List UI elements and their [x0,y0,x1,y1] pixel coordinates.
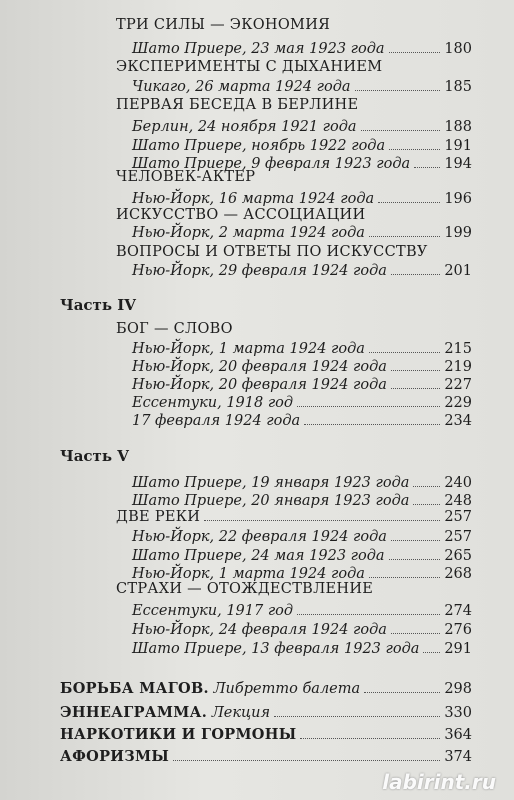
leader-dots [413,486,440,487]
entry-text: Шато Приере, 24 мая 1923 года [132,548,385,564]
page-number: 180 [444,41,472,57]
leader-dots [391,388,440,389]
toc-entry [132,412,472,430]
section-heading: БОГ — СЛОВО [116,321,233,337]
toc-entry [132,376,472,394]
toc-main-entry [60,704,472,722]
page-number: 330 [444,705,472,721]
toc-entry [132,474,472,492]
part-heading: Часть V [60,447,129,465]
main-entry-title: АФОРИЗМЫ [60,748,170,765]
watermark-logo: labirint.ru [382,770,496,794]
page-number: 265 [444,548,472,564]
page-number: 276 [444,622,472,638]
toc-entry [132,394,472,412]
page-number: 188 [444,119,472,135]
page-number: 257 [444,509,472,525]
entry-text: Нью-Йорк, 1 марта 1924 года [132,341,365,357]
main-entry-subtitle: Либретто балета [213,681,361,697]
section-heading: ЧЕЛОВЕК-АКТЕР [116,169,256,185]
page-number: 374 [444,749,472,765]
entry-text: Шато Приере, 23 мая 1923 года [132,41,385,57]
leader-dots [389,52,441,53]
entry-text: Ессентуки, 1918 год [132,395,294,411]
entry-text: Нью-Йорк, 20 февраля 1924 года [132,377,387,393]
page-number: 191 [444,138,472,154]
page-number: 234 [444,413,472,429]
entry-text: Нью-Йорк, 2 марта 1924 года [132,225,365,241]
toc-entry [132,78,472,96]
entry-text: Берлин, 24 ноября 1921 года [132,119,357,135]
entry-text: Нью-Йорк, 20 февраля 1924 года [132,359,387,375]
toc-entry [132,224,472,242]
entry-text: Шато Приере, 20 января 1923 года [132,493,410,509]
leader-dots [414,167,440,168]
toc-main-entry [60,680,472,698]
toc-main-entry [60,726,472,744]
page-number: 291 [444,641,472,657]
leader-dots [369,577,440,578]
entry-text: Нью-Йорк, 24 февраля 1924 года [132,622,387,638]
toc-heading-entry [116,508,472,526]
toc-entry [132,602,472,620]
section-heading: ВОПРОСЫ И ОТВЕТЫ ПО ИСКУССТВУ [116,244,428,260]
page-number: 185 [444,79,472,95]
page-number: 298 [444,681,472,697]
page-number: 201 [444,263,472,279]
entry-text: Нью-Йорк, 1 марта 1924 года [132,566,365,582]
toc-entry [132,118,472,136]
page-number: 268 [444,566,472,582]
section-heading: ПЕРВАЯ БЕСЕДА В БЕРЛИНЕ [116,97,359,113]
main-entry-title: ЭННЕАГРАММА. [60,704,208,721]
leader-dots [391,370,440,371]
leader-dots [204,520,440,521]
section-heading: ЭКСПЕРИМЕНТЫ С ДЫХАНИЕМ [116,59,383,75]
page-number: 215 [444,341,472,357]
leader-dots [369,352,440,353]
toc-entry [132,547,472,565]
leader-dots [378,202,440,203]
page-number: 229 [444,395,472,411]
leader-dots [300,738,440,739]
toc-entry [132,640,472,658]
page-number: 364 [444,727,472,743]
toc-entry [132,262,472,280]
section-heading: ДВЕ РЕКИ [116,509,201,525]
entry-text: Нью-Йорк, 29 февраля 1924 года [132,263,387,279]
leader-dots [364,692,440,693]
page-number: 199 [444,225,472,241]
entry-text: Ессентуки, 1917 год [132,603,294,619]
toc-entry [132,40,472,58]
entry-text: Шато Приере, 9 февраля 1923 года [132,156,411,172]
page-number: 194 [444,156,472,172]
section-heading: ИСКУССТВО — АССОЦИАЦИИ [116,207,366,223]
page-number: 196 [444,191,472,207]
toc-entry [132,528,472,546]
leader-dots [423,652,440,653]
entry-text: Шато Приере, 13 февраля 1923 года [132,641,420,657]
entry-text: Шато Приере, ноябрь 1922 года [132,138,386,154]
page-number: 248 [444,493,472,509]
toc-main-entry [60,748,472,766]
main-entry-title: БОРЬБА МАГОВ. [60,680,209,697]
leader-dots [274,716,440,717]
entry-text: Нью-Йорк, 16 марта 1924 года [132,191,375,207]
part-heading: Часть IV [60,296,136,314]
entry-text: Шато Приере, 19 января 1923 года [132,475,410,491]
leader-dots [413,504,440,505]
page-number: 240 [444,475,472,491]
entry-text: 17 февраля 1924 года [132,413,301,429]
leader-dots [355,90,441,91]
toc-entry [132,137,472,155]
entry-text: Чикаго, 26 марта 1924 года [132,79,351,95]
leader-dots [369,236,440,237]
leader-dots [173,760,440,761]
leader-dots [389,149,440,150]
page-number: 257 [444,529,472,545]
page-number: 227 [444,377,472,393]
toc-entry [132,340,472,358]
leader-dots [361,130,441,131]
toc-entry [132,621,472,639]
leader-dots [304,424,440,425]
section-heading: СТРАХИ — ОТОЖДЕСТВЛЕНИЕ [116,581,374,597]
page-number: 274 [444,603,472,619]
page-number: 219 [444,359,472,375]
toc-entry [132,358,472,376]
leader-dots [297,614,440,615]
leader-dots [297,406,440,407]
entry-text: Нью-Йорк, 22 февраля 1924 года [132,529,387,545]
main-entry-subtitle: Лекция [211,705,271,721]
main-entry-title: НАРКОТИКИ И ГОРМОНЫ [60,726,297,743]
section-heading: ТРИ СИЛЫ — ЭКОНОМИЯ [116,17,331,33]
leader-dots [391,540,440,541]
leader-dots [391,633,440,634]
leader-dots [391,274,440,275]
leader-dots [389,559,441,560]
